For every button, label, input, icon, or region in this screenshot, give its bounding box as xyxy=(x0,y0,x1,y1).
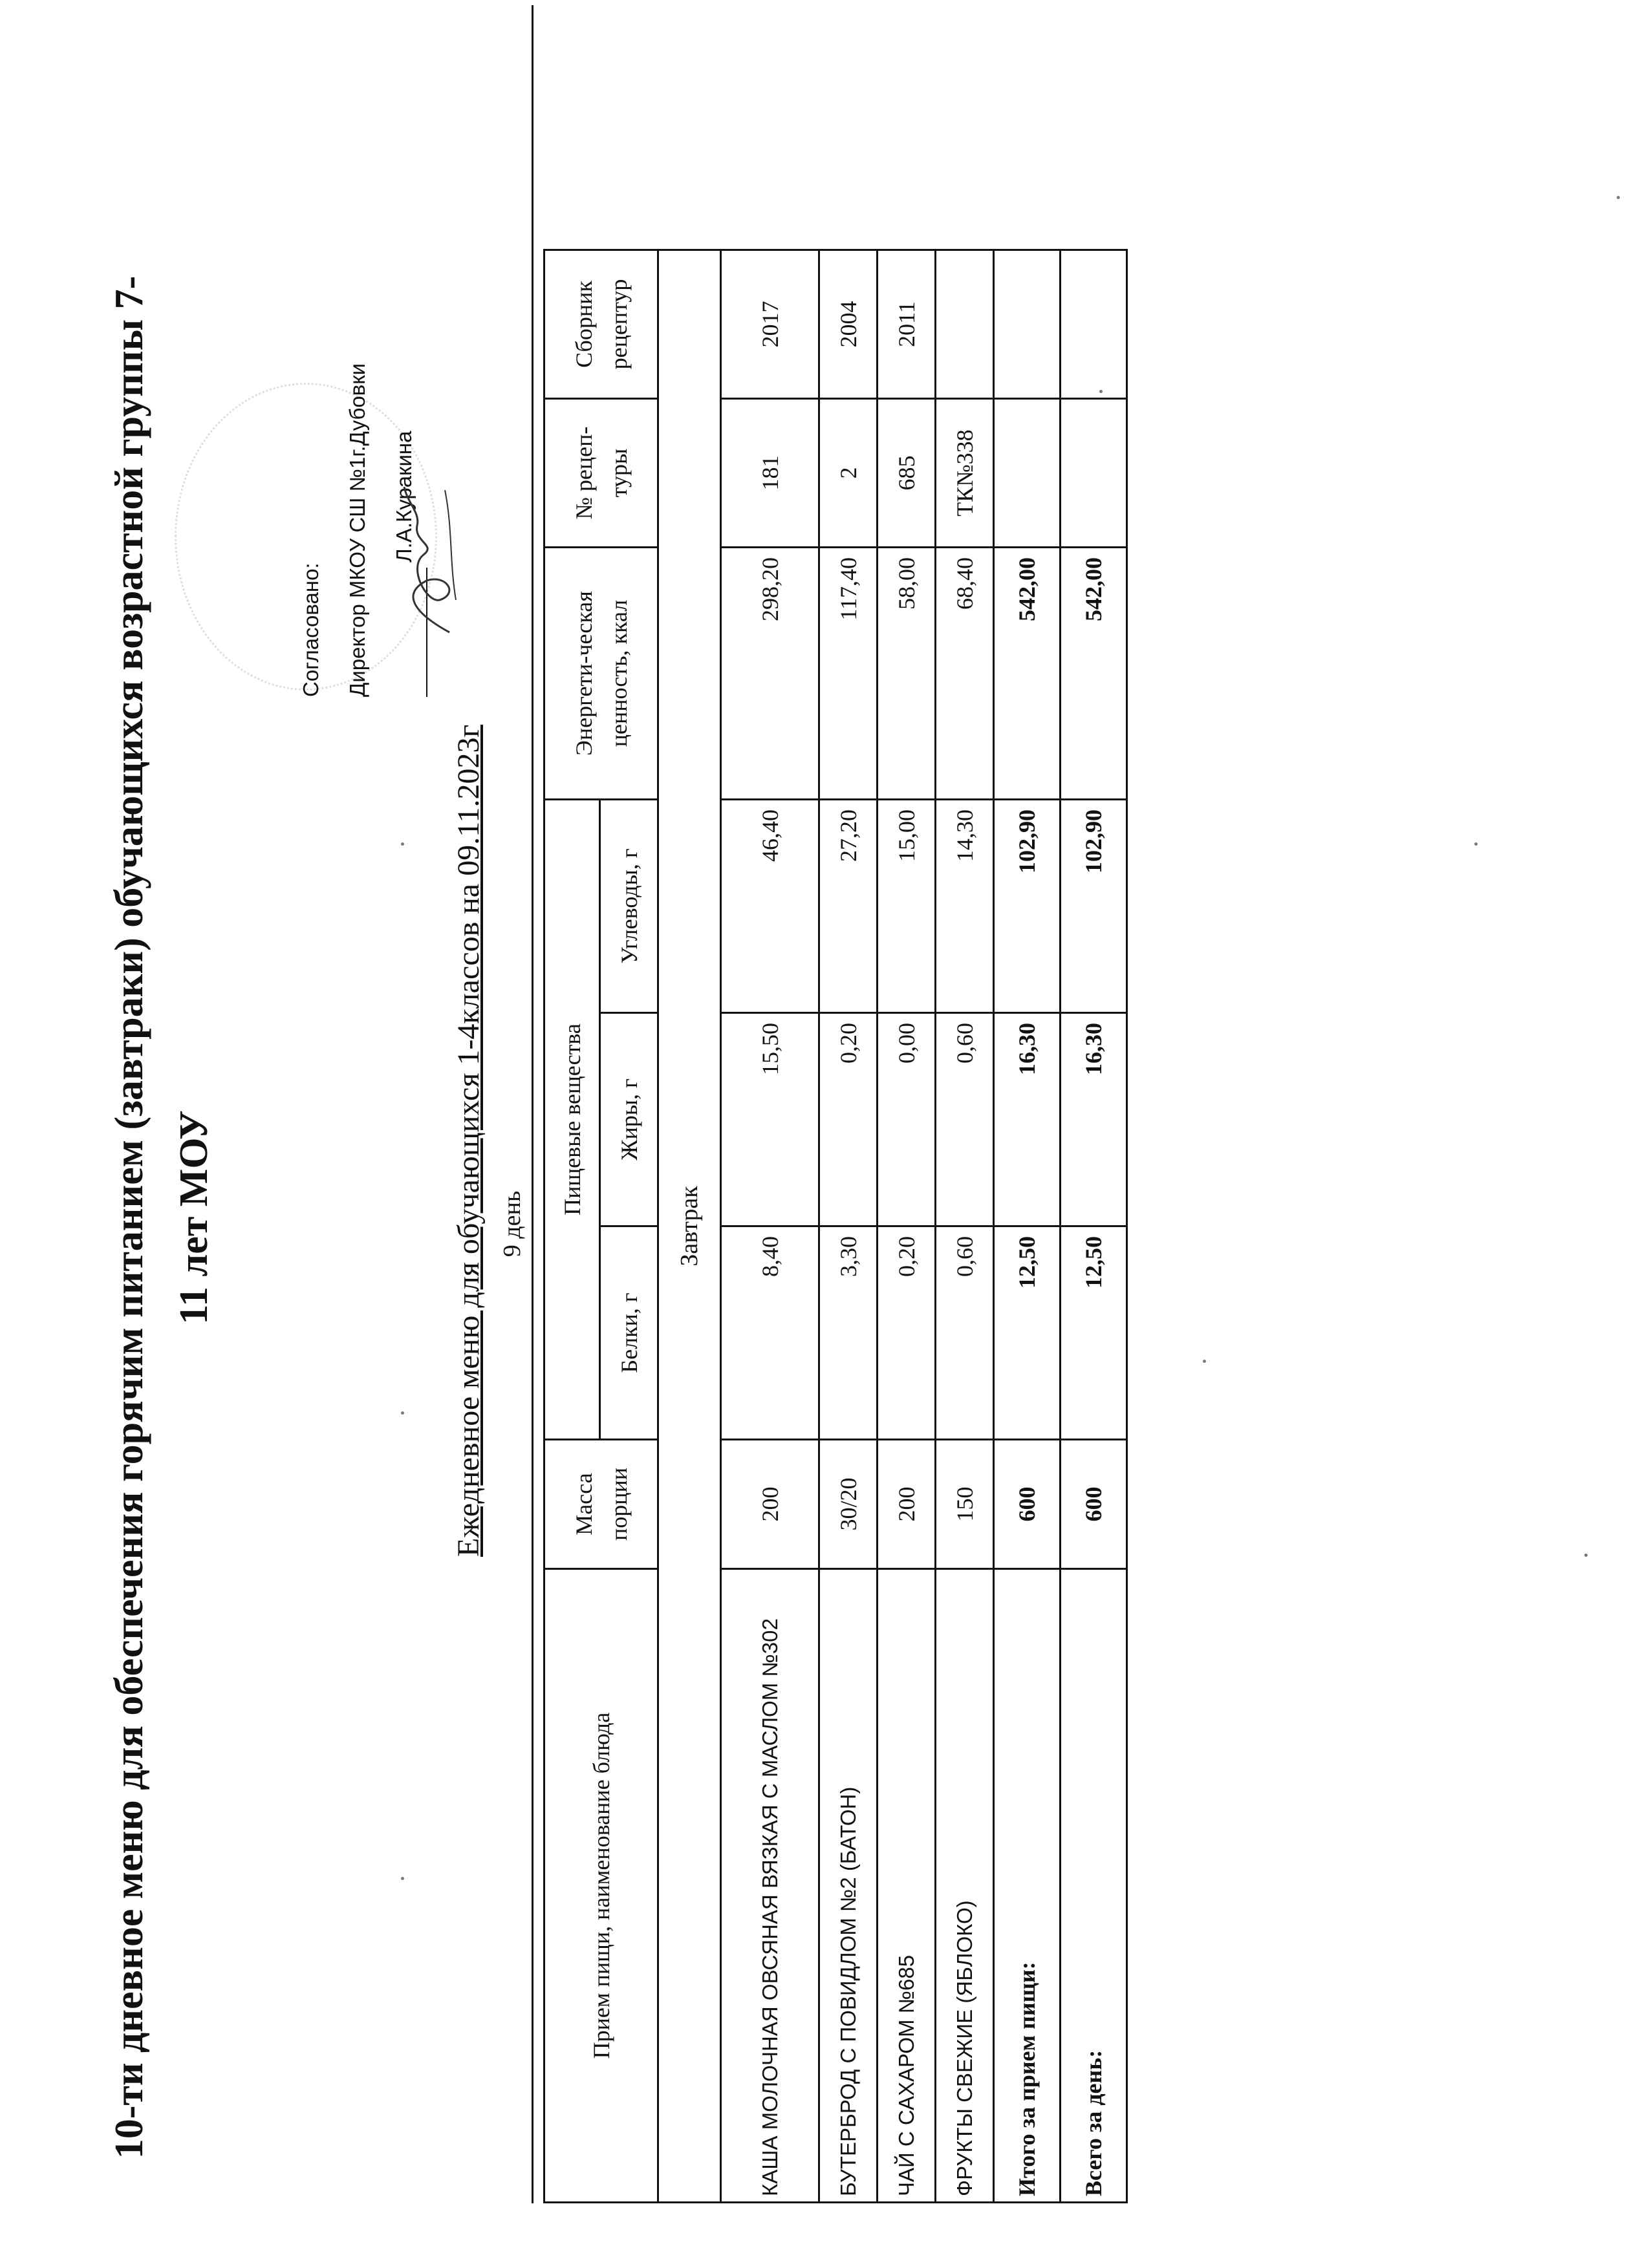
dish-recipe: 685 xyxy=(878,399,936,548)
day-total-energy: 542,00 xyxy=(1061,548,1127,800)
dish-energy: 58,00 xyxy=(878,548,936,800)
dish-carbs: 15,00 xyxy=(878,800,936,1013)
scan-speck xyxy=(1474,842,1478,846)
menu-table xyxy=(543,249,1128,2203)
dish-fat: 0,00 xyxy=(878,1013,936,1226)
header-recipe-no: № рецеп-туры xyxy=(544,399,658,548)
day-total-carbs: 102,90 xyxy=(1061,800,1127,1013)
dish-protein: 0,60 xyxy=(936,1226,994,1440)
day-total-fat: 16,30 xyxy=(1061,1013,1127,1226)
approval-position: Директор МКОУ СШ №1г.Дубовки xyxy=(345,363,369,697)
table-row xyxy=(721,250,819,2203)
day-total-empty-cell xyxy=(1061,399,1127,548)
title-line-2: 11 лет МОУ xyxy=(172,1110,216,1325)
dish-recipe: ТК№338 xyxy=(936,399,994,548)
meal-total-carbs: 102,90 xyxy=(994,800,1061,1013)
dish-name: БУТЕРБРОД С ПОВИДЛОМ №2 (БАТОН) xyxy=(819,1569,878,2203)
dish-carbs: 14,30 xyxy=(936,800,994,1013)
dish-energy: 68,40 xyxy=(936,548,994,800)
section-label: Завтрак xyxy=(658,250,721,2203)
day-label: 9 день xyxy=(499,1190,526,1257)
dish-fat: 0,60 xyxy=(936,1013,994,1226)
approval-heading: Согласовано: xyxy=(299,562,323,697)
header-protein: Белки, г xyxy=(600,1226,658,1440)
meal-total-mass: 600 xyxy=(994,1440,1061,1569)
dish-protein: 0,20 xyxy=(878,1226,936,1440)
dish-mass: 200 xyxy=(721,1440,819,1569)
dish-collection: 2011 xyxy=(878,250,936,399)
dish-name: ЧАЙ С САХАРОМ №685 xyxy=(878,1569,936,2203)
meal-total-fat: 16,30 xyxy=(994,1013,1061,1226)
dish-mass: 30/20 xyxy=(819,1440,878,1569)
dish-mass: 150 xyxy=(936,1440,994,1569)
scan-speck xyxy=(1617,196,1620,199)
dish-protein: 3,30 xyxy=(819,1226,878,1440)
scan-speck xyxy=(1203,1360,1206,1363)
dish-carbs: 27,20 xyxy=(819,800,878,1013)
header-collection: Сборник рецептур xyxy=(544,250,658,399)
header-fat: Жиры, г xyxy=(600,1013,658,1226)
dish-fat: 0,20 xyxy=(819,1013,878,1226)
title-line-1: 10-ти дневное меню для обеспечения горячим питанием (завтраки) обучающихся возрастной группы 7- xyxy=(107,275,151,2159)
dish-name: ФРУКТЫ СВЕЖИЕ (ЯБЛОКО) xyxy=(936,1569,994,2203)
dish-energy: 117,40 xyxy=(819,548,878,800)
meal-total-empty-cell xyxy=(994,399,1061,548)
meal-total-energy: 542,00 xyxy=(994,548,1061,800)
dish-collection: 2017 xyxy=(721,250,819,399)
day-total-empty-cell xyxy=(1061,250,1127,399)
dish-protein: 8,40 xyxy=(721,1226,819,1440)
scan-speck xyxy=(401,1877,404,1880)
dish-carbs: 46,40 xyxy=(721,800,819,1013)
dish-mass: 200 xyxy=(878,1440,936,1569)
meal-total-protein: 12,50 xyxy=(994,1226,1061,1440)
header-meal: Прием пищи, наименование блюда xyxy=(544,1569,658,2203)
day-total-mass: 600 xyxy=(1061,1440,1127,1569)
section-row xyxy=(658,250,721,2203)
meal-total-empty-cell xyxy=(994,250,1061,399)
dish-name: КАША МОЛОЧНАЯ ОВСЯНАЯ ВЯЗКАЯ С МАСЛОМ №302 xyxy=(721,1569,819,2203)
header-mass: Масса порции xyxy=(544,1440,658,1569)
menu-subtitle: Ежедневное меню для обучающихся 1-4классов на 09.11.2023г xyxy=(451,724,486,1557)
header-rule xyxy=(532,5,534,2203)
meal-total-label: Итого за прием пищи: xyxy=(994,1569,1061,2203)
meal-total-row xyxy=(994,250,1061,2203)
dish-recipe: 2 xyxy=(819,399,878,548)
scan-speck xyxy=(401,842,404,846)
scan-speck xyxy=(1584,1554,1588,1557)
day-total-protein: 12,50 xyxy=(1061,1226,1127,1440)
header-nutrients: Пищевые вещества xyxy=(544,800,600,1440)
dish-recipe: 181 xyxy=(721,399,819,548)
scan-speck xyxy=(401,1411,404,1415)
handwritten-signature xyxy=(388,484,472,639)
table-row xyxy=(878,250,936,2203)
dish-energy: 298,20 xyxy=(721,548,819,800)
day-total-label: Всего за день: xyxy=(1061,1569,1127,2203)
dish-collection: 2004 xyxy=(819,250,878,399)
dish-collection xyxy=(936,250,994,399)
table-row xyxy=(936,250,994,2203)
table-row xyxy=(819,250,878,2203)
day-total-row xyxy=(1061,250,1127,2203)
header-carbs: Углеводы, г xyxy=(600,800,658,1013)
dish-fat: 15,50 xyxy=(721,1013,819,1226)
scan-speck xyxy=(1099,390,1103,393)
approval-signer: Л.А.Куракина xyxy=(392,431,416,562)
header-energy: Энергети-ческая ценность, ккал xyxy=(544,548,658,800)
